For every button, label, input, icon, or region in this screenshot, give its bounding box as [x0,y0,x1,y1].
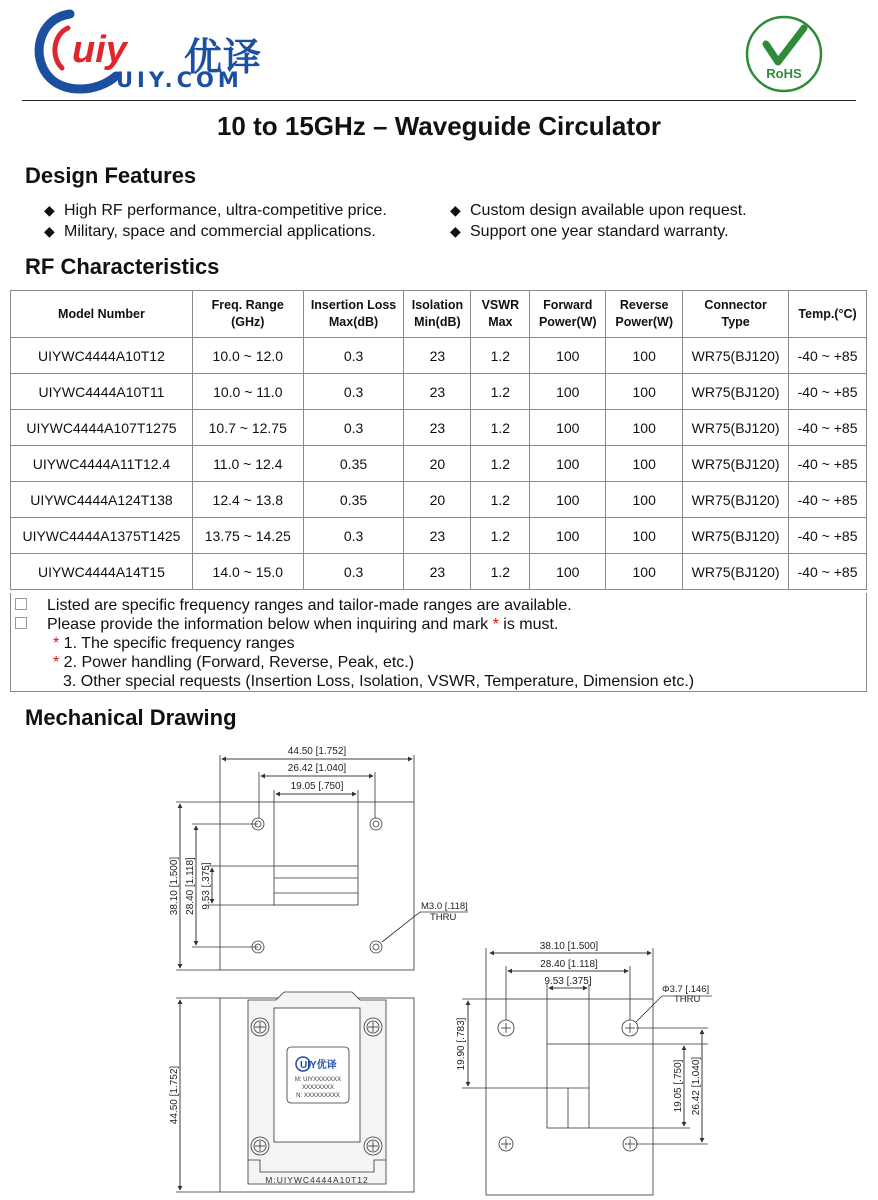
cell-reverse-power: 100 [606,446,683,482]
dim-text: 9.53 [.375] [201,862,212,910]
table-row [11,338,867,374]
cell-freq-range: 10.7 ~ 12.75 [192,410,303,446]
rohs-label: RoHS [766,66,802,81]
feature-item [44,223,376,241]
dim-text: 38.10 [1.500] [169,856,180,916]
cell-vswr: 1.2 [471,374,530,410]
cell-vswr: 1.2 [471,338,530,374]
cell-vswr: 1.2 [471,410,530,446]
table-row [11,482,867,518]
cell-insertion-loss: 0.35 [303,446,404,482]
thru-hole-icon [498,1020,514,1036]
feature-text: Custom design available upon request. [470,202,747,219]
rohs-badge [744,14,824,94]
dim-text: THRU [430,912,457,923]
cell-isolation: 23 [404,338,471,374]
rohs-check-icon [744,14,824,94]
dim-text: 19.05 [.750] [290,781,344,792]
design-features-heading: Design Features [25,163,197,188]
required-star: * [53,635,60,652]
cell-temperature: -40 ~ +85 [789,410,867,446]
cell-reverse-power: 100 [606,518,683,554]
cell-model-number: UIYWC4444A1375T1425 [11,518,193,554]
dim-text: 28.40 [1.118] [540,959,598,970]
cell-reverse-power: 100 [606,482,683,518]
cell-reverse-power: 100 [606,554,683,590]
cell-insertion-loss: 0.3 [303,554,404,590]
cell-forward-power: 100 [530,518,606,554]
dim-text: Φ3.7 [.146] [662,984,710,995]
diamond-bullet-icon: ◆ [44,202,55,218]
cell-freq-range: 10.0 ~ 12.0 [192,338,303,374]
cell-connector-type: WR75(BJ120) [683,374,789,410]
note-text: 2. Power handling (Forward, Reverse, Peak, etc.) [59,654,415,671]
checkbox-square-icon [15,617,27,629]
screw-icon [364,1018,382,1036]
cell-temperature: -40 ~ +85 [789,554,867,590]
note-text: 1. The specific frequency ranges [59,635,295,652]
table-body [11,338,867,590]
company-logo [28,6,268,96]
dim-text: 38.10 [1.500] [539,941,599,952]
label-logo-text: UIY优译 [300,1060,337,1071]
cell-isolation: 23 [404,410,471,446]
thru-hole-icon [499,1137,513,1151]
product-label-content [295,1057,341,1099]
note-subitem [63,672,694,691]
dim-text: 26.42 [1.040] [287,763,347,774]
cell-temperature: -40 ~ +85 [789,518,867,554]
dim-text: 28.40 [1.118] [185,857,196,915]
cell-freq-range: 14.0 ~ 15.0 [192,554,303,590]
cell-model-number: UIYWC4444A107T1275 [11,410,193,446]
cell-vswr: 1.2 [471,482,530,518]
cell-model-number: UIYWC4444A10T12 [11,338,193,374]
cell-temperature: -40 ~ +85 [789,482,867,518]
thru-hole-icon [622,1020,638,1036]
feature-text: Support one year standard warranty. [470,223,729,240]
cell-connector-type: WR75(BJ120) [683,554,789,590]
rf-characteristics-heading: RF Characteristics [25,254,220,279]
header-divider [22,100,856,101]
cell-isolation: 20 [404,446,471,482]
note-text: 3. Other special requests (Insertion Loss, Isolation, VSWR, Temperature, Dimension etc.) [63,673,695,690]
feature-text: High RF performance, ultra-competitive price. [64,202,387,219]
mechanical-drawing [0,738,878,1200]
checkbox-square-icon [15,598,27,610]
feature-text: Military, space and commercial applications. [64,223,376,240]
cell-temperature: -40 ~ +85 [789,374,867,410]
thru-hole-icon [623,1137,637,1151]
column-header-vswr: VSWR Max [471,291,530,338]
mounting-hole [370,941,382,953]
cell-connector-type: WR75(BJ120) [683,410,789,446]
cell-freq-range: 12.4 ~ 13.8 [192,482,303,518]
dim-text: 44.50 [1.752] [287,746,347,757]
cell-connector-type: WR75(BJ120) [683,518,789,554]
note-line [11,615,558,634]
logo-chinese-name: 优译 [184,35,263,79]
dim-text: 26.42 [1.040] [691,1056,702,1116]
cell-vswr: 1.2 [471,446,530,482]
note-text: Please provide the information below when inquiring and mark [47,616,493,633]
logo-url: UIY.COM [116,68,243,92]
table-header-row [11,291,867,338]
cell-insertion-loss: 0.3 [303,338,404,374]
page-header [0,0,878,102]
diamond-bullet-icon: ◆ [44,223,55,239]
mechanical-drawing-heading: Mechanical Drawing [25,705,237,730]
required-star: * [492,616,499,633]
note-text: Listed are specific frequency ranges and tailor-made ranges are available. [47,597,572,614]
dim-text: 44.50 [1.752] [169,1065,180,1125]
label-line: M: UIYXXXXXXX [294,1077,342,1083]
cell-forward-power: 100 [530,446,606,482]
cell-freq-range: 13.75 ~ 14.25 [192,518,303,554]
cell-freq-range: 10.0 ~ 11.0 [192,374,303,410]
cell-isolation: 23 [404,518,471,554]
note-subitem [53,653,414,672]
dim-text: 9.53 [.375] [544,976,592,987]
label-line: XXXXXXXX [301,1085,335,1091]
table-row [11,446,867,482]
column-header-freq-range: Freq. Range (GHz) [192,291,303,338]
mounting-hole [370,818,382,830]
cell-forward-power: 100 [530,482,606,518]
required-star: * [53,654,60,671]
cell-reverse-power: 100 [606,338,683,374]
cell-forward-power: 100 [530,338,606,374]
note-text: is must. [498,616,559,633]
column-header-temperature: Temp.(°C) [789,291,867,338]
cell-insertion-loss: 0.3 [303,518,404,554]
cell-model-number: UIYWC4444A10T11 [11,374,193,410]
cell-temperature: -40 ~ +85 [789,338,867,374]
cell-isolation: 23 [404,554,471,590]
logo-mark-text: uiy [72,29,127,71]
screw-icon [251,1018,269,1036]
cell-insertion-loss: 0.3 [303,374,404,410]
diamond-bullet-icon: ◆ [450,223,461,239]
cell-isolation: 23 [404,374,471,410]
cell-connector-type: WR75(BJ120) [683,338,789,374]
cell-reverse-power: 100 [606,410,683,446]
table-row [11,410,867,446]
cell-forward-power: 100 [530,554,606,590]
column-header-insertion-loss: Insertion Loss Max(dB) [303,291,404,338]
page-title: 10 to 15GHz – Waveguide Circulator [216,111,662,141]
cell-connector-type: WR75(BJ120) [683,446,789,482]
dim-text: M3.0 [.118] [421,901,468,912]
cell-forward-power: 100 [530,410,606,446]
feature-item [450,202,747,220]
note-subitem [53,634,295,653]
dim-text: THRU [674,994,701,1005]
column-header-model-number: Model Number [11,291,193,338]
cell-isolation: 20 [404,482,471,518]
table-notes [10,593,867,692]
label-line: N: XXXXXXXXX [296,1093,340,1099]
rf-spec-table [10,290,867,590]
cell-model-number: UIYWC4444A14T15 [11,554,193,590]
table-row [11,374,867,410]
diamond-bullet-icon: ◆ [450,202,461,218]
table-row [11,518,867,554]
screw-icon [364,1137,382,1155]
cell-vswr: 1.2 [471,554,530,590]
note-line [11,596,572,615]
cell-insertion-loss: 0.35 [303,482,404,518]
dim-text: 19.90 [.783] [456,1017,467,1071]
cell-connector-type: WR75(BJ120) [683,482,789,518]
column-header-forward-power: Forward Power(W) [530,291,606,338]
dim-text: 19.05 [.750] [673,1059,684,1113]
column-header-isolation: Isolation Min(dB) [404,291,471,338]
feature-item [44,202,387,220]
cell-temperature: -40 ~ +85 [789,446,867,482]
column-header-connector-type: Connector Type [683,291,789,338]
top-view-body [220,802,414,970]
cell-forward-power: 100 [530,374,606,410]
table-row [11,554,867,590]
cell-model-number: UIYWC4444A11T12.4 [11,446,193,482]
cell-freq-range: 11.0 ~ 12.4 [192,446,303,482]
feature-item [450,223,729,241]
cell-reverse-power: 100 [606,374,683,410]
cell-vswr: 1.2 [471,518,530,554]
cell-model-number: UIYWC4444A124T138 [11,482,193,518]
cell-insertion-loss: 0.3 [303,410,404,446]
part-marking: M:UIYWC4444A10T12 [265,1175,369,1185]
column-header-reverse-power: Reverse Power(W) [606,291,683,338]
screw-icon [251,1137,269,1155]
